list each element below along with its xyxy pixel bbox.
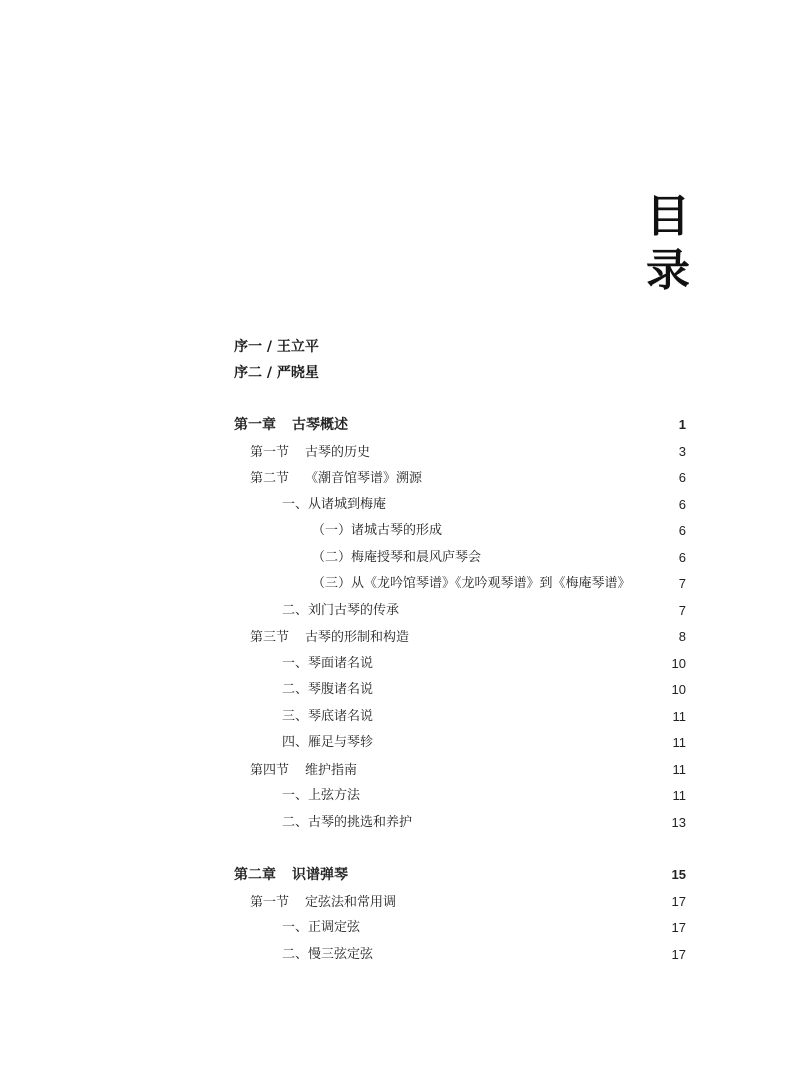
toc-entry-number: 第四节 <box>250 761 290 777</box>
toc-page-number: 17 <box>671 920 686 935</box>
toc-page-number: 15 <box>671 867 686 882</box>
toc-entry-number: 第三节 <box>250 629 290 644</box>
toc-entry-title: 维护指南 <box>305 761 358 777</box>
toc-entry-title: 一、从诸城到梅庵 <box>282 496 387 512</box>
toc-section-entry[interactable] <box>234 757 686 784</box>
toc-subsection-entry[interactable] <box>234 704 686 731</box>
toc-entry-number: 第一章 <box>234 417 276 433</box>
toc-entry-title: 定弦法和常用调 <box>305 893 397 909</box>
toc-subsection-entry[interactable] <box>234 915 686 942</box>
toc-entry-number: 第一节 <box>250 893 290 909</box>
toc-subsection-entry[interactable] <box>234 545 686 572</box>
toc-subsection-entry[interactable] <box>234 677 686 704</box>
toc-section-entry[interactable] <box>234 465 686 492</box>
toc-entry-title: 三、琴底诸名说 <box>282 708 374 724</box>
toc-page-number: 11 <box>672 708 686 724</box>
toc-entry-number: 第二章 <box>234 867 276 883</box>
preface-list <box>234 334 694 386</box>
toc-entry-title: 四、雁足与琴轸 <box>282 735 374 750</box>
toc-subsection-entry[interactable] <box>234 942 686 969</box>
toc-entry-title: 古琴概述 <box>292 417 348 433</box>
toc-subsection-entry[interactable] <box>234 598 686 625</box>
toc-page-number: 6 <box>678 523 686 538</box>
toc-entry-title: （三）从《龙吟馆琴谱》《龙吟观琴谱》到《梅庵琴谱》 <box>312 576 631 591</box>
toc-section-entry[interactable] <box>234 624 686 651</box>
toc-entry-number: 第一节 <box>250 443 290 459</box>
toc-page-number: 6 <box>678 470 686 485</box>
toc-entry-title: 一、正调定弦 <box>282 920 361 935</box>
toc-entry-title: 古琴的历史 <box>305 443 371 459</box>
chapter-block <box>234 412 686 836</box>
toc-page-number: 11 <box>672 761 686 777</box>
toc-subsection-entry[interactable] <box>234 492 686 519</box>
toc-subsection-entry[interactable] <box>234 730 686 757</box>
toc-chapter-entry[interactable] <box>234 862 686 889</box>
toc-chapter-entry[interactable] <box>234 412 686 439</box>
toc-page-number: 7 <box>678 602 686 618</box>
toc-subsection-entry[interactable] <box>234 518 686 545</box>
toc-page-number: 1 <box>678 417 686 432</box>
toc-page-number: 10 <box>671 682 686 697</box>
toc-page-number: 3 <box>678 443 686 459</box>
toc-subsection-entry[interactable] <box>234 783 686 810</box>
toc-entry-title: 《潮音馆琴谱》溯源 <box>305 470 423 485</box>
toc-entry-title: 识谱弹琴 <box>292 867 348 883</box>
toc-entry-title: 古琴的形制和构造 <box>305 629 410 644</box>
toc-subsection-entry[interactable] <box>234 571 686 598</box>
toc-page-number: 13 <box>671 814 686 830</box>
chapter-block <box>234 862 686 968</box>
toc-entry-title: （一）诸城古琴的形成 <box>312 523 443 538</box>
toc-entry-number: 第二节 <box>250 470 290 485</box>
toc-page-number: 17 <box>671 893 686 909</box>
page-title-line2: 录 <box>646 245 690 296</box>
toc-page-number: 11 <box>672 735 686 750</box>
toc-page-number: 8 <box>678 629 686 644</box>
preface-entry[interactable]: 序二 / 严晓星 <box>234 365 319 381</box>
toc-subsection-entry[interactable] <box>234 810 686 837</box>
toc-entry-title: 二、刘门古琴的传承 <box>282 602 400 618</box>
toc-entry-title: 一、上弦方法 <box>282 788 361 803</box>
table-of-contents <box>234 412 686 968</box>
toc-subsection-entry[interactable] <box>234 651 686 678</box>
toc-entry-title: 二、慢三弦定弦 <box>282 946 374 962</box>
toc-page-number: 6 <box>678 496 686 512</box>
toc-entry-title: 二、琴腹诸名说 <box>282 682 374 697</box>
toc-section-entry[interactable] <box>234 439 686 466</box>
toc-section-entry[interactable] <box>234 889 686 916</box>
toc-entry-title: （二）梅庵授琴和晨风庐琴会 <box>312 549 482 565</box>
toc-page-number: 7 <box>678 576 686 591</box>
toc-page-number: 17 <box>671 946 686 962</box>
preface-entry[interactable]: 序一 / 王立平 <box>234 339 319 355</box>
toc-entry-title: 一、琴面诸名说 <box>282 655 374 671</box>
toc-page-number: 10 <box>671 655 686 671</box>
page-title <box>638 190 698 298</box>
toc-page-number: 6 <box>678 549 686 565</box>
toc-page-number: 11 <box>672 788 686 803</box>
toc-entry-title: 二、古琴的挑选和养护 <box>282 814 413 830</box>
page-title-line1: 目 <box>646 191 690 242</box>
